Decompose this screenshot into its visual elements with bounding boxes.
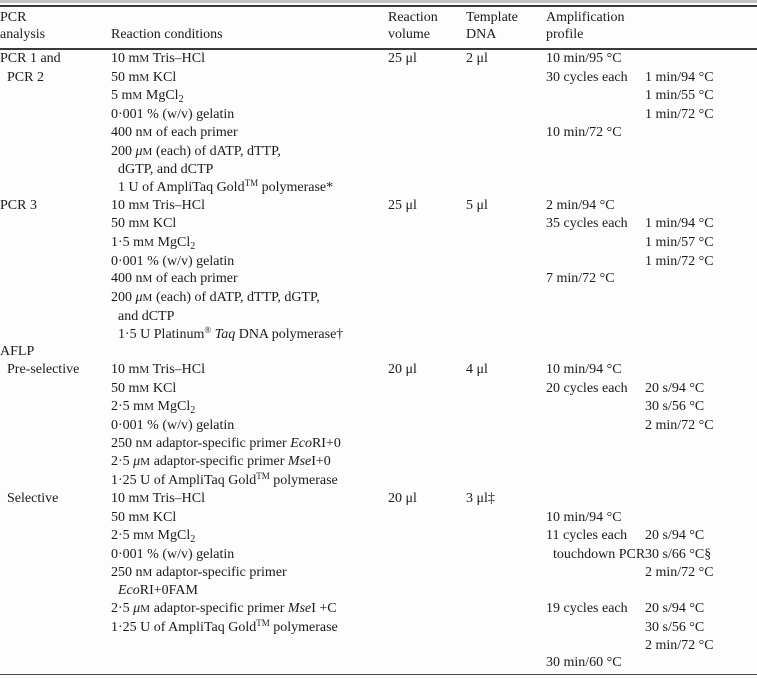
volume-cell [388, 308, 466, 326]
pcr-conditions-table [0, 7, 757, 672]
volume-cell [388, 582, 466, 600]
profile-step-cell [546, 253, 645, 271]
analysis-cell: PCR 3 [0, 197, 37, 213]
text-segment-sc: M [140, 456, 151, 469]
template-cell [466, 234, 546, 253]
text-segment-sub: 2 [190, 241, 196, 253]
volume-cell [388, 619, 466, 637]
text-segment-i: Mse [287, 601, 312, 617]
profile-cycle-cell [645, 197, 757, 216]
template-cell [466, 69, 546, 88]
analysis-cell [0, 619, 111, 637]
profile-step-cell [546, 326, 645, 344]
conditions-cell: 1·5 mM MgCl$_2$ [111, 235, 196, 253]
table-row [0, 435, 757, 454]
profile-step-cell [546, 308, 645, 326]
volume-cell: 25 μl [388, 197, 417, 213]
conditions-cell: EcoRI+0FAM [118, 583, 198, 599]
table-header [0, 7, 757, 49]
template-cell [466, 472, 546, 490]
volume-cell [388, 106, 466, 124]
analysis-cell [0, 417, 111, 435]
profile-step-cell [546, 179, 645, 197]
conditions-cell [111, 343, 388, 361]
template-cell [466, 161, 546, 179]
volume-cell [388, 546, 466, 564]
volume-cell [388, 435, 466, 454]
table-row [0, 49, 757, 69]
conditions-cell: 250 nM adaptor-specific primer [111, 564, 287, 580]
volume-cell [388, 179, 466, 197]
analysis-cell [0, 179, 111, 197]
profile-cycle-cell: 1 min/55 °C [645, 88, 714, 104]
analysis-cell [0, 234, 111, 253]
profile-step-cell [546, 417, 645, 435]
volume-cell [388, 637, 466, 655]
text-segment-i: μ [135, 290, 143, 306]
template-cell: 2 μl [466, 51, 488, 66]
volume-cell: 20 μl [388, 361, 417, 377]
analysis-cell [0, 215, 111, 234]
template-cell [466, 343, 546, 361]
profile-step-cell: 19 cycles each [546, 601, 628, 617]
profile-step-cell: touchdown PCR [546, 546, 646, 562]
conditions-cell: 5 mM MgCl$_2$ [111, 88, 184, 106]
table-row [0, 69, 757, 88]
template-cell [466, 453, 546, 472]
profile-step-cell: 20 cycles each [546, 380, 628, 396]
template-cell [466, 637, 546, 655]
profile-cycle-cell: 1 min/57 °C [645, 235, 714, 251]
text-segment-sc: M [142, 126, 153, 139]
table-row [0, 380, 757, 399]
conditions-cell: 50 mM KCl [111, 216, 177, 232]
analysis-cell [0, 253, 111, 271]
analysis-cell [0, 398, 111, 417]
template-cell [466, 289, 546, 308]
table-row [0, 637, 757, 655]
analysis-cell [0, 637, 111, 655]
volume-cell [388, 654, 466, 672]
template-cell [466, 179, 546, 197]
table-row [0, 490, 757, 509]
conditions-cell: 1·25 U of AmpliTaq Gold™ polymerase [111, 617, 338, 635]
conditions-cell [111, 654, 388, 672]
text-segment-sc: M [142, 566, 153, 579]
profile-step-cell [546, 637, 645, 655]
table-row [0, 343, 757, 361]
template-cell [466, 253, 546, 271]
profile-cycle-cell [645, 289, 757, 308]
profile-cycle-cell [645, 179, 757, 197]
text-segment-sc: M [142, 145, 153, 158]
analysis-cell: Pre-selective [0, 361, 80, 377]
conditions-cell: 1 U of AmpliTaq Gold™ polymerase* [111, 177, 334, 195]
conditions-cell: 2·5 μM adaptor-specific primer MseI +C [111, 601, 337, 617]
template-cell [466, 326, 546, 344]
profile-step-cell [546, 435, 645, 454]
template-cell: 3 μl‡ [466, 490, 495, 506]
conditions-cell: 10 mM Tris–HCl [111, 490, 206, 506]
profile-cycle-cell [645, 654, 757, 672]
volume-cell [388, 343, 466, 361]
profile-step-cell: 10 min/94 °C [546, 361, 622, 377]
table-row [0, 582, 757, 600]
profile-cycle-cell [645, 509, 757, 528]
analysis-cell [0, 435, 111, 454]
profile-step-cell [546, 289, 645, 308]
text-segment-sc: M [140, 603, 151, 616]
volume-cell [388, 380, 466, 399]
text-segment-sc: M [144, 237, 155, 250]
profile-cycle-cell: 2 min/72 °C [645, 637, 714, 653]
text-segment-sc: M [139, 71, 150, 84]
profile-cycle-cell [645, 435, 757, 454]
profile-cycle-cell: 1 min/72 °C [645, 107, 714, 123]
profile-step-cell [546, 87, 645, 106]
table-row [0, 564, 757, 583]
table-row [0, 509, 757, 528]
table-row [0, 270, 757, 289]
template-cell [466, 215, 546, 234]
profile-cycle-cell: 20 s/94 °C [645, 380, 705, 396]
text-segment-sc: M [139, 363, 150, 376]
analysis-cell [0, 289, 111, 308]
volume-cell [388, 564, 466, 583]
table-row [0, 527, 757, 546]
analysis-cell [0, 106, 111, 124]
text-segment-i: μ [133, 454, 141, 470]
text-segment-sup: TM [244, 177, 259, 188]
conditions-cell: 10 mM Tris–HCl [111, 51, 206, 66]
volume-cell [388, 143, 466, 162]
profile-step-cell: 10 min/94 °C [546, 509, 622, 525]
analysis-cell [0, 124, 111, 143]
profile-step-cell: 2 min/94 °C [546, 197, 615, 213]
text-segment-sc: M [132, 90, 143, 103]
text-segment-sup: TM [256, 617, 270, 628]
profile-step-cell [546, 564, 645, 583]
template-cell: 4 μl [466, 361, 488, 377]
profile-step-cell: 30 min/60 °C [546, 655, 622, 671]
profile-step-cell [546, 106, 645, 124]
template-cell [466, 600, 546, 619]
text-segment-i: μ [135, 143, 143, 159]
profile-cycle-cell [645, 361, 757, 380]
profile-step-cell: 7 min/72 °C [546, 271, 615, 287]
profile-cycle-cell: 30 s/56 °C [645, 399, 705, 415]
profile-step-cell: 10 min/72 °C [546, 124, 622, 140]
volume-cell [388, 270, 466, 289]
table-row [0, 654, 757, 672]
profile-cycle-cell [645, 472, 757, 490]
conditions-cell: 0·001 % (w/v) gelatin [111, 107, 235, 123]
conditions-cell: 200 μM (each) of dATP, dTTP, [111, 143, 281, 159]
text-segment-i: μ [133, 601, 141, 617]
profile-step-cell [546, 619, 645, 637]
conditions-cell: 200 μM (each) of dATP, dTTP, dGTP, [111, 290, 320, 306]
conditions-cell: dGTP, and dCTP [111, 162, 214, 178]
conditions-cell: 250 nM adaptor-specific primer EcoRI+0 [111, 435, 341, 451]
volume-cell [388, 161, 466, 179]
text-segment-sc: M [142, 437, 153, 450]
text-segment-sc: M [139, 511, 150, 524]
profile-cycle-cell: 30 s/56 °C [645, 619, 705, 635]
profile-cycle-cell: 1 min/94 °C [645, 216, 714, 232]
analysis-cell [0, 380, 111, 399]
text-segment-sc: M [142, 292, 153, 305]
text-segment-sc: M [139, 53, 150, 65]
table-row [0, 546, 757, 564]
template-cell [466, 124, 546, 143]
profile-step-cell [546, 472, 645, 490]
profile-step-cell: 30 cycles each [546, 69, 628, 85]
table-row [0, 398, 757, 417]
text-segment-sc: M [139, 492, 150, 505]
table-row [0, 197, 757, 216]
profile-step-cell [546, 398, 645, 417]
volume-cell [388, 398, 466, 417]
profile-step-cell: 11 cycles each [546, 528, 628, 544]
profile-step-cell: 35 cycles each [546, 216, 628, 232]
analysis-cell [0, 308, 111, 326]
volume-cell [388, 527, 466, 546]
text-segment-sc: M [144, 401, 155, 414]
template-cell [466, 509, 546, 528]
table-row [0, 326, 757, 344]
text-segment-i: Eco [290, 435, 312, 451]
template-cell [466, 380, 546, 399]
volume-cell [388, 124, 466, 143]
table-row [0, 289, 757, 308]
conditions-cell [111, 637, 388, 655]
table-row [0, 308, 757, 326]
profile-cycle-cell [645, 490, 757, 509]
analysis-cell [0, 509, 111, 528]
analysis-cell [0, 472, 111, 490]
analysis-cell [0, 87, 111, 106]
template-cell [466, 564, 546, 583]
table-row [0, 619, 757, 637]
profile-cycle-cell [645, 49, 757, 69]
volume-cell [388, 326, 466, 344]
analysis-cell [0, 270, 111, 289]
analysis-cell [0, 564, 111, 583]
volume-cell: 20 μl [388, 490, 417, 506]
analysis-cell: Selective [0, 490, 59, 506]
profile-cycle-cell [645, 124, 757, 143]
template-cell [466, 417, 546, 435]
profile-cycle-cell [645, 143, 757, 162]
volume-cell [388, 87, 466, 106]
analysis-cell [0, 527, 111, 546]
template-cell [466, 527, 546, 546]
template-cell [466, 654, 546, 672]
text-segment-sub: 2 [178, 94, 184, 106]
table-row [0, 453, 757, 472]
text-segment-sc: M [139, 382, 150, 395]
template-cell: 5 μl [466, 197, 488, 213]
volume-cell [388, 289, 466, 308]
conditions-cell: 50 mM KCl [111, 69, 177, 85]
analysis-cell [0, 600, 111, 619]
profile-cycle-cell: 2 min/72 °C [645, 564, 714, 580]
table-row [0, 215, 757, 234]
template-cell [466, 435, 546, 454]
text-segment-i: Taq [214, 326, 236, 342]
profile-cycle-cell: 30 s/66 °C§ [645, 546, 712, 562]
template-cell [466, 398, 546, 417]
analysis-cell: PCR 1 and [0, 51, 61, 66]
conditions-cell: 400 nM of each primer [111, 271, 238, 287]
conditions-cell: 0·001 % (w/v) gelatin [111, 546, 235, 562]
table-row [0, 234, 757, 253]
col-header-template-dna: Template DNA [466, 7, 546, 49]
profile-cycle-cell [645, 343, 757, 361]
volume-cell [388, 215, 466, 234]
text-segment-i: Mse [287, 454, 312, 470]
conditions-cell: 0·001 % (w/v) gelatin [111, 418, 235, 434]
text-segment-sc: M [139, 199, 150, 212]
analysis-cell [0, 161, 111, 179]
profile-step-cell [546, 490, 645, 509]
conditions-cell: 10 mM Tris–HCl [111, 197, 206, 213]
profile-cycle-cell [645, 161, 757, 179]
text-segment-sub: 2 [190, 534, 196, 546]
conditions-cell: 2·5 μM adaptor-specific primer MseI+0 [111, 454, 331, 470]
analysis-cell: PCR 2 [0, 69, 44, 85]
text-segment-sub: 2 [190, 405, 196, 417]
profile-step-cell: 10 min/95 °C [546, 51, 622, 66]
template-cell [466, 546, 546, 564]
table-row [0, 124, 757, 143]
volume-cell [388, 69, 466, 88]
profile-cycle-cell: 1 min/72 °C [645, 253, 714, 269]
conditions-cell: 0·001 % (w/v) gelatin [111, 253, 235, 269]
profile-step-cell [546, 143, 645, 162]
table-row [0, 472, 757, 490]
conditions-cell: 1·25 U of AmpliTaq Gold™ polymerase [111, 471, 338, 489]
conditions-cell: 50 mM KCl [111, 380, 177, 396]
volume-cell [388, 234, 466, 253]
table-row [0, 417, 757, 435]
profile-cycle-cell: 20 s/94 °C [645, 601, 705, 617]
profile-step-cell [546, 234, 645, 253]
profile-cycle-cell [645, 270, 757, 289]
table-row [0, 600, 757, 619]
conditions-cell: 10 mM Tris–HCl [111, 361, 206, 377]
analysis-cell [0, 326, 111, 344]
table-row [0, 253, 757, 271]
profile-cycle-cell [645, 326, 757, 344]
analysis-cell [0, 143, 111, 162]
profile-step-cell [546, 582, 645, 600]
profile-cycle-cell: 20 s/94 °C [645, 528, 705, 544]
template-cell [466, 582, 546, 600]
volume-cell [388, 509, 466, 528]
text-segment-sup: TM [256, 471, 270, 482]
analysis-cell [0, 453, 111, 472]
template-cell [466, 143, 546, 162]
volume-cell: 25 μl [388, 51, 417, 66]
table-row [0, 143, 757, 162]
analysis-cell: AFLP [0, 344, 35, 360]
template-cell [466, 308, 546, 326]
profile-cycle-cell [645, 453, 757, 472]
col-header-amplification-profile: Amplification profile [546, 7, 757, 49]
text-segment-sc: M [144, 530, 155, 543]
profile-cycle-cell: 2 min/72 °C [645, 418, 714, 434]
profile-step-cell [546, 453, 645, 472]
conditions-cell: and dCTP [111, 308, 175, 324]
col-header-reaction-volume: Reaction volume [388, 7, 466, 49]
table-row [0, 179, 757, 197]
conditions-cell: 400 nM of each primer [111, 124, 238, 140]
analysis-cell [0, 654, 111, 672]
profile-cycle-cell [645, 308, 757, 326]
volume-cell [388, 472, 466, 490]
volume-cell [388, 417, 466, 435]
volume-cell [388, 453, 466, 472]
header-row [0, 7, 757, 49]
profile-step-cell [546, 343, 645, 361]
template-cell [466, 270, 546, 289]
text-segment-sc: M [139, 218, 150, 231]
table-row [0, 106, 757, 124]
table-row [0, 87, 757, 106]
text-segment-sc: M [142, 273, 153, 286]
text-segment-sup: ® [204, 324, 212, 335]
volume-cell [388, 600, 466, 619]
col-header-reaction-conditions: Reaction conditions [111, 7, 388, 49]
col-header-pcr-analysis: PCR analysis [0, 7, 111, 49]
table-body [0, 49, 757, 672]
conditions-cell: 2·5 mM MgCl$_2$ [111, 528, 196, 546]
profile-cycle-cell [645, 582, 757, 600]
template-cell [466, 106, 546, 124]
table-row [0, 361, 757, 380]
template-cell [466, 619, 546, 637]
volume-cell [388, 253, 466, 271]
table-row [0, 161, 757, 179]
analysis-cell [0, 546, 111, 564]
conditions-cell: 2·5 mM MgCl$_2$ [111, 399, 196, 417]
conditions-cell: 50 mM KCl [111, 509, 177, 525]
analysis-cell [0, 582, 111, 600]
conditions-cell: 1·5 U Platinum® Taq DNA polymerase† [111, 324, 344, 342]
profile-cycle-cell: 1 min/94 °C [645, 69, 714, 85]
template-cell [466, 87, 546, 106]
text-segment-i: Eco [118, 583, 140, 599]
profile-step-cell [546, 161, 645, 179]
